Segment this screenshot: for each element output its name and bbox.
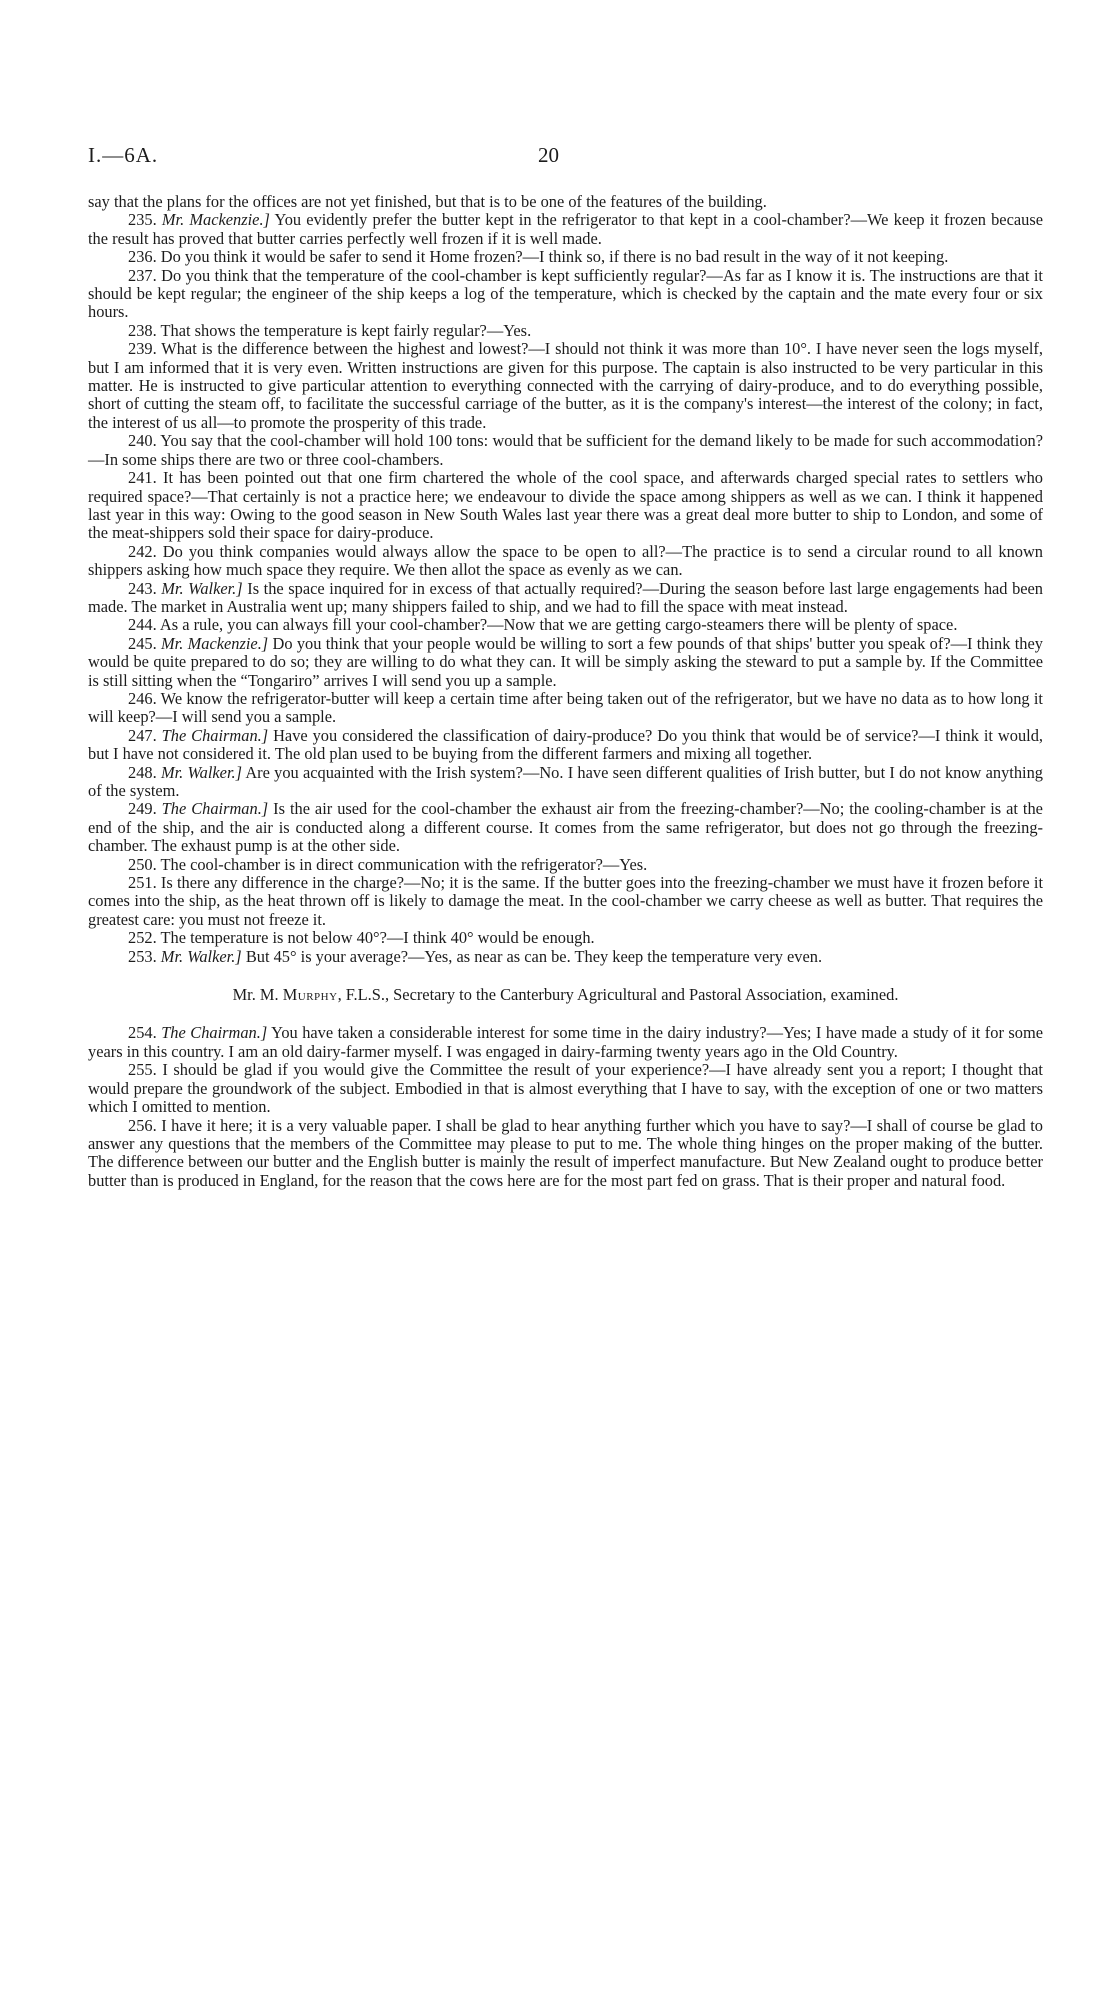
question-text: Do you think it would be safer to send it Home frozen?—I think so, if there is no bad result in the way of it not keeping. (160, 247, 949, 267)
question-number: 241. (128, 468, 157, 488)
question-number: 236. (128, 247, 157, 267)
question-paragraph (88, 764, 1043, 801)
witness-prefix: Mr. M. (232, 985, 279, 1005)
question-text: I have it here; it is a very valuable paper. I shall be glad to hear anything further which you have to say?—I shall of course be glad to answer any questions that the members of the Committee may please to put to me. The whole thing hinges on the proper making of the butter. The difference between our butter and the English butter is mainly the result of imperfect manufacture. But New Zealand ought to produce better butter than is produced in England, for the reason that the cows here are for the most part fed on grass. That is their proper and natural food. (88, 1115, 1043, 1190)
page-header (88, 143, 1043, 179)
question-text: Is the air used for the cool-chamber the exhaust air from the freezing-chamber?—No; the cooling-chamber is at the end of the ship, and the air is conducted along a different course. It comes from the same refrigerator, but does not go through the freezing-chamber. The exhaust pump is at the other side. (88, 799, 1043, 856)
speaker-name: The Chairman.] (161, 799, 269, 819)
question-paragraph (88, 432, 1043, 469)
question-number: 238. (128, 320, 157, 340)
question-paragraph (88, 1061, 1043, 1116)
speaker-name: Mr. Walker.] (161, 578, 243, 598)
question-number: 244. (128, 615, 157, 635)
speaker-name: Mr. Walker.] (160, 762, 242, 782)
question-number: 240. (128, 431, 157, 451)
question-paragraph (88, 322, 1043, 340)
question-paragraph (88, 248, 1043, 266)
document-reference: I.—6A. (88, 143, 159, 167)
question-text: You evidently prefer the butter kept in the refrigerator to that kept in a cool-chamber?—We keep it frozen because the result has proved that butter carries perfectly well frozen if it is well made. (88, 210, 1043, 248)
question-number: 255. (128, 1060, 157, 1080)
question-paragraph (88, 1024, 1043, 1061)
document-body (88, 193, 1043, 1190)
question-paragraph (88, 616, 1043, 634)
speaker-name: Mr. Walker.] (160, 946, 242, 966)
testimony-before (88, 211, 1043, 966)
question-paragraph (88, 948, 1043, 966)
question-number: 243. (128, 578, 157, 598)
question-text: Do you think that your people would be willing to sort a few pounds of that ships' butter you speak of?—I think they would be quite prepared to do so; they are willing to do what they can. It will be simply asking the steward to put a sample by. If the Committee is still sitting when the “Tongariro” arrives I will send you up a sample. (88, 633, 1043, 690)
question-number: 254. (128, 1023, 157, 1043)
question-text: But 45° is your average?—Yes, as near as can be. They keep the temperature very even. (245, 946, 823, 966)
question-text: The temperature is not below 40°?—I think 40° would be enough. (160, 928, 595, 948)
question-text: Do you think that the temperature of the cool-chamber is kept sufficiently regular?—As far as I know it is. The instructions are that it should be kept regular; the engineer of the ship keeps a log of the temperature, which is checked by the captain and the mate every four or six hours. (88, 265, 1043, 322)
question-text: I should be glad if you would give the Committee the result of your experience?—I have already sent you a report; I thought that would prepare the groundwork of the subject. Embodied in that is almost everything that I have to say, with the exception of one or two matters which I omitted to mention. (88, 1060, 1043, 1117)
question-paragraph (88, 690, 1043, 727)
question-paragraph (88, 267, 1043, 322)
question-paragraph (88, 727, 1043, 764)
question-number: 253. (128, 946, 157, 966)
question-text: Do you think companies would always allow the space to be open to all?—The practice is to send a circular round to all known shippers asking how much space they require. We then allot the space as evenly as we can. (88, 541, 1043, 580)
question-paragraph (88, 580, 1043, 617)
question-text: It has been pointed out that one firm chartered the whole of the cool space, and afterwards charged special rates to settlers who required space?—That certainly is not a practice here; we endeavour to divide the space among shippers as well as we can. I think it happened last year in this way: Owing to the good season in New South Wales last year there was a great deal more butter to ship to London, and some of the meat-shippers sold their space for dairy-produce. (88, 468, 1043, 543)
witness-description: , F.L.S., Secretary to the Canterbury Agricultural and Pastoral Association, examined. (337, 985, 899, 1005)
question-paragraph (88, 469, 1043, 543)
question-number: 246. (128, 688, 157, 708)
speaker-name: The Chairman.] (161, 725, 269, 745)
question-number: 249. (128, 799, 157, 819)
continuation-paragraph: say that the plans for the offices are not yet finished, but that is to be one of the features of the building. (88, 192, 767, 211)
question-paragraph (88, 635, 1043, 690)
testimony-after (88, 1024, 1043, 1190)
question-paragraph (88, 211, 1043, 248)
speaker-name: Mr. Mackenzie.] (161, 633, 269, 653)
speaker-name: Mr. Mackenzie.] (161, 210, 270, 230)
question-number: 237. (128, 265, 157, 285)
question-text: Is there any difference in the charge?—No; it is the same. If the butter goes into the freezing-chamber we must have it frozen before it comes into the ship, as the heat thrown off is likely to damage the meat. In the cool-chamber we carry cheese as well as butter. That requires the greatest care: you must not freeze it. (88, 873, 1043, 929)
question-text: That shows the temperature is kept fairly regular?—Yes. (160, 320, 532, 340)
speaker-name: The Chairman.] (161, 1023, 268, 1043)
question-paragraph (88, 874, 1043, 929)
question-text: Have you considered the classification of dairy-produce? Do you think that would be of service?—I think it would, but I have not considered it. The old plan used to be buying from the different farmers and mixing all together. (88, 725, 1044, 764)
question-paragraph (88, 800, 1043, 855)
question-number: 242. (128, 541, 157, 561)
question-number: 251. (128, 873, 157, 893)
question-text: What is the difference between the highest and lowest?—I should not think it was more than 10°. I have never seen the logs myself, but I am informed that it is very even. Written instructions are given for this purpose. The captain is also instructed to be very particular in this matter. He is instructed to give particular attention to everything connected with the carrying of dairy-produce, and to do everything possible, short of cutting the steam off, to facilitate the successful carriage of the butter, as it is the company's interest—the interest of the colony; in fact, the interest of us all—to promote the prosperity of this trade. (88, 339, 1043, 432)
question-text: Is the space inquired for in excess of that actually required?—During the season before last large engagements had been made. The market in Australia went up; many shippers failed to ship, and we had to fill the space with meat instead. (88, 578, 1044, 616)
question-number: 256. (128, 1115, 157, 1135)
question-text: The cool-chamber is in direct communication with the refrigerator?—Yes. (160, 854, 648, 874)
question-number: 247. (128, 725, 157, 745)
witness-name: Murphy (282, 985, 338, 1005)
page-number: 20 (538, 143, 559, 167)
question-number: 250. (128, 854, 157, 874)
question-number: 245. (128, 633, 157, 653)
question-number: 235. (128, 210, 157, 230)
question-number: 239. (128, 339, 157, 359)
question-paragraph (88, 1117, 1043, 1191)
question-text: We know the refrigerator-butter will keep a certain time after being taken out of the refrigerator, but we have no data as to how long it will keep?—I will send you a sample. (88, 688, 1043, 727)
question-paragraph (88, 543, 1043, 580)
question-text: You say that the cool-chamber will hold 100 tons: would that be sufficient for the demand likely to be made for such accommodation?—In some ships there are two or three cool-chambers. (88, 431, 1043, 469)
question-number: 252. (128, 928, 157, 948)
question-text: You have taken a considerable interest for some time in the dairy industry?—Yes; I have made a study of it for some years in this country. I am an old dairy-farmer myself. I was engaged in dairy-farming twenty years ago in the Old Country. (88, 1023, 1043, 1061)
question-paragraph (88, 340, 1043, 432)
witness-heading (88, 986, 1043, 1004)
question-text: Are you acquainted with the Irish system?—No. I have seen different qualities of Irish butter, but I do not know anything of the system. (88, 762, 1043, 800)
question-paragraph (88, 856, 1043, 874)
question-number: 248. (128, 762, 157, 782)
question-paragraph (88, 929, 1043, 947)
question-text: As a rule, you can always fill your cool-chamber?—Now that we are getting cargo-steamers there will be plenty of space. (159, 615, 958, 635)
